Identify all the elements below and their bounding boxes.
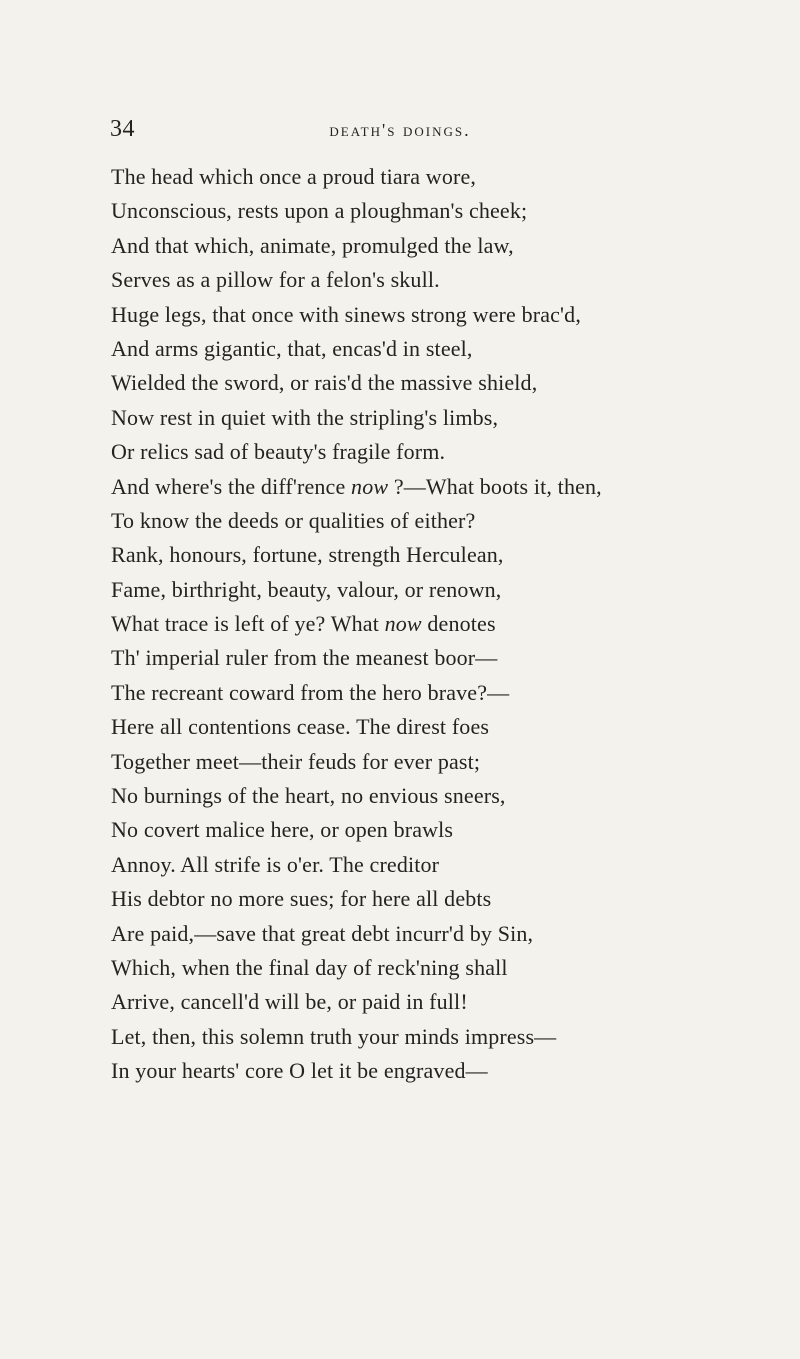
poem-line: What trace is left of ye? What now denotes [111, 611, 496, 637]
poem-line: And arms gigantic, that, encas'd in steel, [111, 335, 473, 361]
poem-line: To know the deeds or qualities of either? [111, 507, 476, 533]
poem-line: Wielded the sword, or rais'd the massive shield, [111, 370, 538, 396]
poem-line: Here all contentions cease. The direst foes [111, 714, 490, 740]
poem-line: Th' imperial ruler from the meanest boor— [111, 645, 498, 671]
poem-line: His debtor no more sues; for here all debts [111, 886, 492, 912]
poem-line: Fame, birthright, beauty, valour, or renown, [111, 576, 502, 602]
poem-text [111, 160, 771, 1089]
poem-line: The recreant coward from the hero brave?— [111, 679, 510, 705]
poem-line: No burnings of the heart, no envious sneers, [111, 783, 506, 809]
poem-line: Together meet—their feuds for ever past; [111, 748, 481, 774]
page-number: 34 [110, 116, 135, 142]
poem-line: Now rest in quiet with the stripling's limbs, [111, 404, 499, 430]
poem-line: Annoy. All strife is o'er. The creditor [111, 851, 440, 877]
poem-line: And where's the diff'rence now ?—What boots it, then, [111, 473, 602, 499]
poem-line: Unconscious, rests upon a ploughman's cheek; [111, 198, 528, 224]
poem-line: Or relics sad of beauty's fragile form. [111, 439, 446, 465]
poem-line: Serves as a pillow for a felon's skull. [111, 267, 440, 293]
poem-line: Let, then, this solemn truth your minds impress— [111, 1023, 557, 1049]
poem-line: Rank, honours, fortune, strength Herculean, [111, 542, 504, 568]
poem-line: No covert malice here, or open brawls [111, 817, 454, 843]
poem-line: The head which once a proud tiara wore, [111, 164, 477, 189]
poem-line: In your hearts' core O let it be engraved— [111, 1058, 488, 1084]
poem-line: And that which, animate, promulged the law, [111, 232, 514, 258]
running-title: death's doings. [329, 120, 471, 140]
poem-line: Arrive, cancell'd will be, or paid in full! [111, 989, 468, 1015]
poem-line: Are paid,—save that great debt incurr'd by Sin, [111, 920, 534, 946]
poem-line: Which, when the final day of reck'ning shall [111, 954, 508, 980]
poem-line: Huge legs, that once with sinews strong were brac'd, [111, 301, 581, 327]
